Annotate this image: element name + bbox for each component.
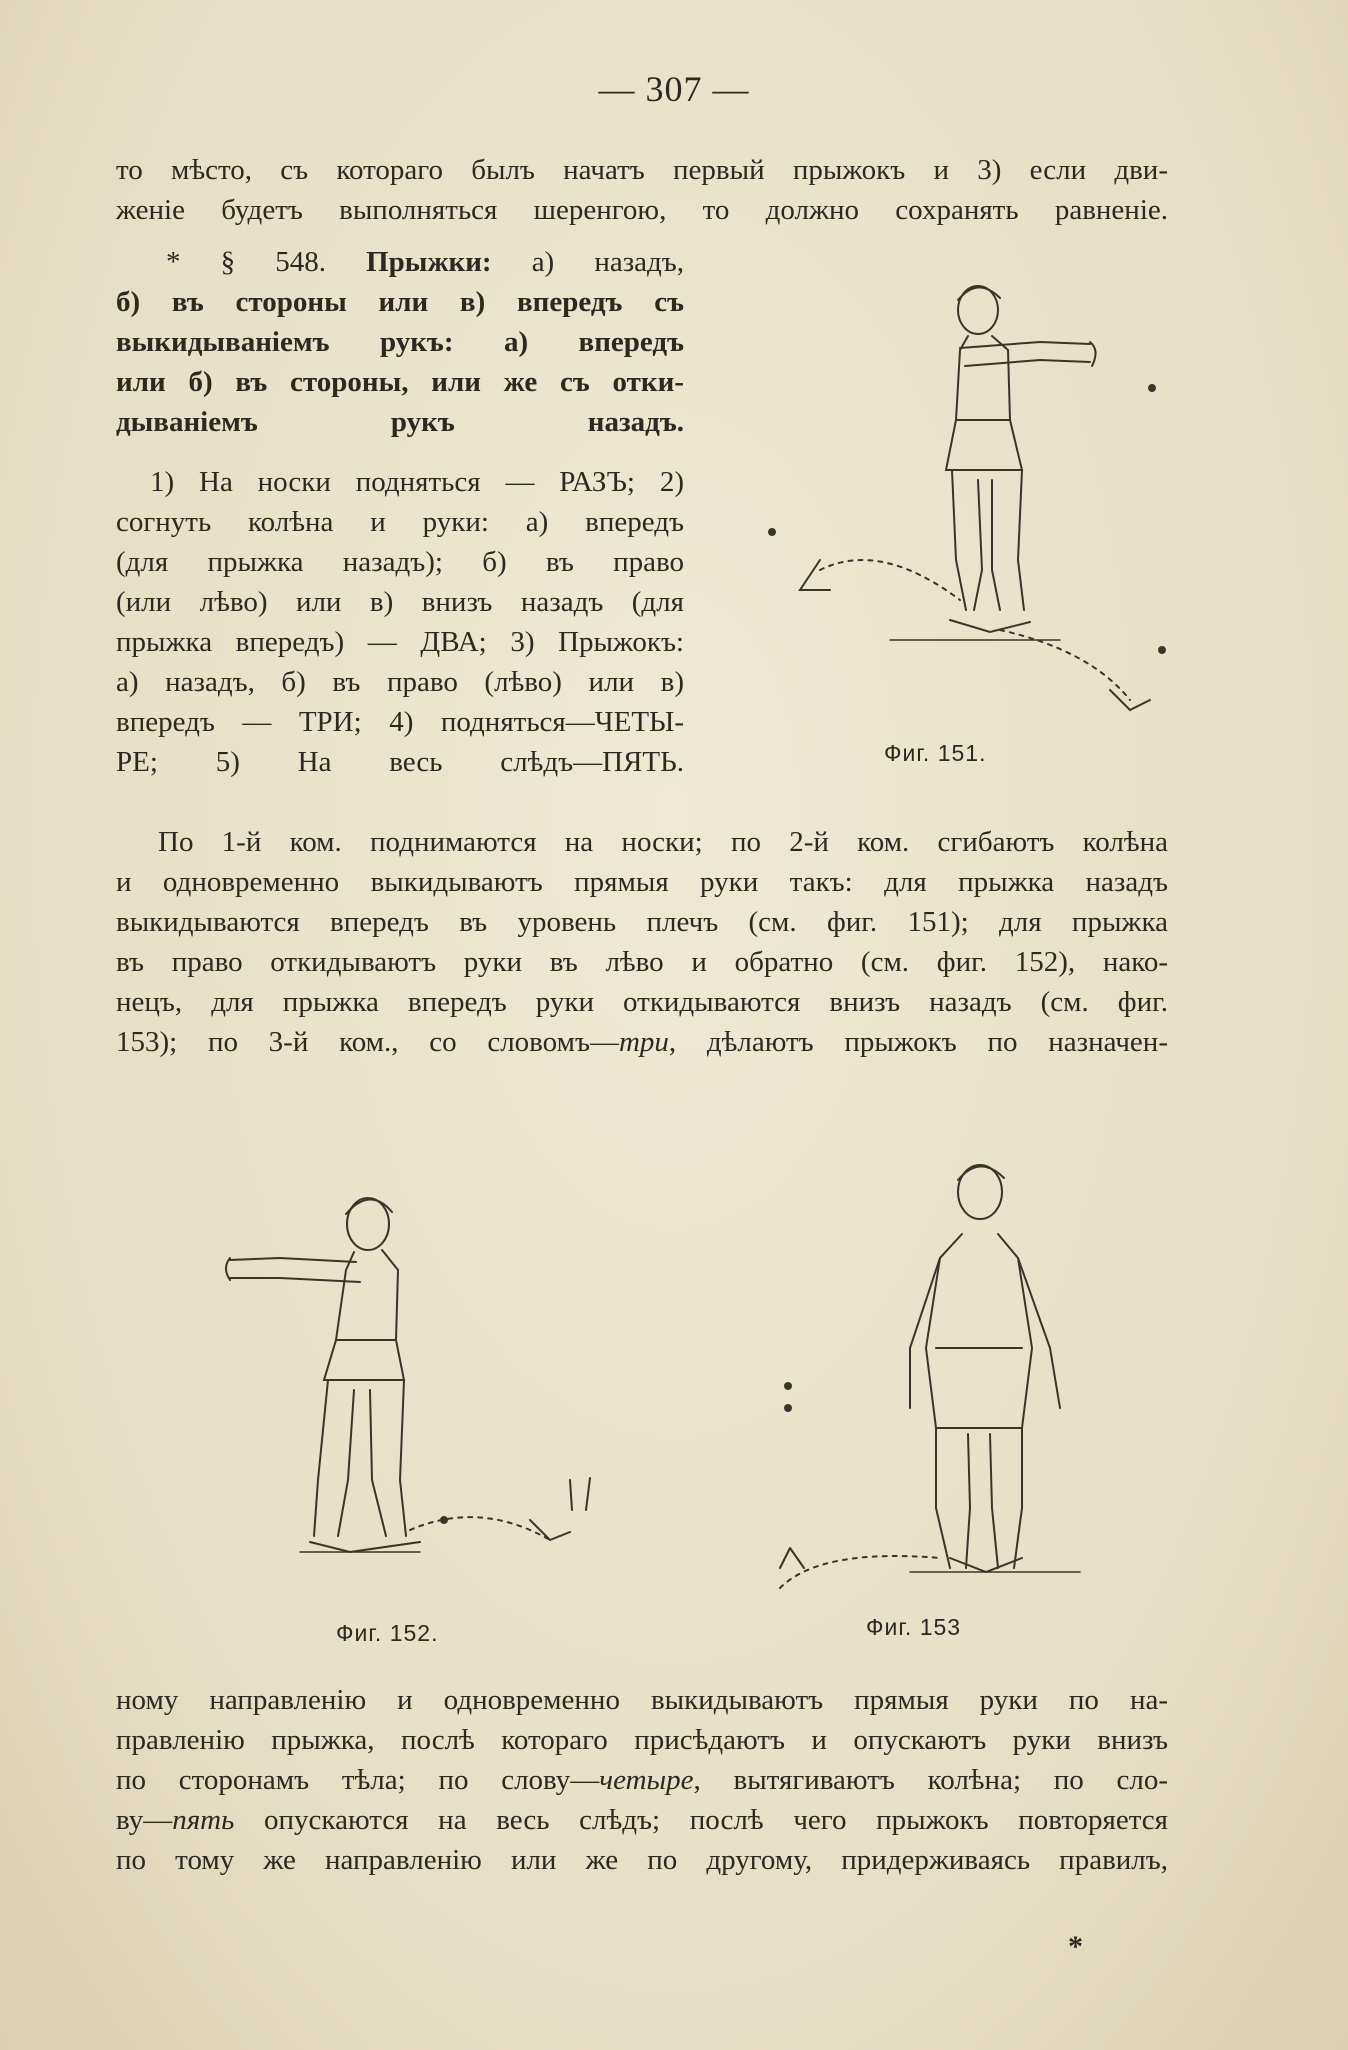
text-line: дываніемъ рукъ назадъ.: [116, 406, 684, 438]
text-line: выкидываются впередъ въ уровень плечъ (см. фиг. 151); для прыжка: [116, 906, 1168, 938]
figure-151-illustration: [760, 270, 1180, 730]
section-548: [116, 242, 684, 442]
figure-153-illustration: [760, 1148, 1160, 1608]
text-line: а) назадъ,: [531, 246, 685, 278]
figure-152-illustration: [220, 1180, 640, 1610]
text-line: [116, 1022, 1168, 1062]
figure-153-caption: Фиг. 153: [866, 1614, 962, 1640]
text-line: прыжка впередъ) — ДВА; 3) Прыжокъ:: [116, 626, 684, 658]
text-line: женіе будетъ выполняться шеренгою, то должно сохранять равненіе.: [116, 194, 1168, 226]
text-span: , дѣлаютъ прыжокъ по назначен-: [668, 1026, 1168, 1058]
text-line: 1) На носки подняться — РАЗЪ; 2): [150, 466, 684, 498]
section-heading-line: [116, 242, 684, 282]
text-line: (или лѣво) или в) внизъ назадъ (для: [116, 586, 684, 618]
text-line: по тому же направленію или же по другому, придерживаясь правилъ,: [116, 1844, 1168, 1876]
figure-152-caption: Фиг. 152.: [336, 1620, 439, 1646]
top-paragraph: [116, 150, 1168, 230]
text-line: или б) въ стороны, или же съ отки-: [116, 366, 684, 398]
text-line: то мѣсто, съ котораго былъ начатъ первый прыжокъ и 3) если дви-: [116, 154, 1168, 186]
text-line: и одновременно выкидываютъ прямыя руки такъ: для прыжка назадъ: [116, 866, 1168, 898]
explanation-paragraph: [116, 822, 1168, 1062]
text-line: ному направленію и одновременно выкидываютъ прямыя руки по на-: [116, 1684, 1168, 1716]
text-span: ву—: [116, 1804, 173, 1836]
text-line: въ право откидываютъ руки въ лѣво и обратно (см. фиг. 152), нако-: [116, 946, 1168, 978]
text-line: б) въ стороны или в) впередъ съ: [116, 286, 684, 318]
commands-paragraph: [116, 462, 684, 782]
text-line: (для прыжка назадъ); б) въ право: [116, 546, 684, 578]
footnote-marker: *: [166, 246, 181, 278]
text-line: впередъ — ТРИ; 4) подняться—ЧЕТЫ-: [116, 706, 684, 738]
text-line: нецъ, для прыжка впередъ руки откидываются внизъ назадъ (см. фиг.: [116, 986, 1168, 1018]
text-line: По 1-й ком. поднимаются на носки; по 2-й ком. сгибаютъ колѣна: [158, 826, 1168, 858]
text-span: по сторонамъ тѣла; по слову—: [116, 1764, 600, 1796]
text-line: [116, 1760, 1168, 1800]
italic-word: пять: [172, 1804, 235, 1836]
text-span: опускаются на весь слѣдъ; послѣ чего прыжокъ повторяется: [234, 1804, 1168, 1836]
text-line: правленію прыжка, послѣ котораго присѣдаютъ и опускаютъ руки внизъ: [116, 1724, 1168, 1756]
text-line: выкидываніемъ рукъ: а) впередъ: [116, 326, 684, 358]
text-line: РЕ; 5) На весь слѣдъ—ПЯТЬ.: [116, 746, 684, 778]
footer-marker: *: [1068, 1930, 1083, 1963]
section-title: Прыжки:: [366, 246, 492, 278]
section-number: § 548.: [220, 246, 326, 278]
continuation-paragraph: [116, 1680, 1168, 1880]
text-line: согнуть колѣна и руки: а) впередъ: [116, 506, 684, 538]
text-span: , вытягиваютъ колѣна; по сло-: [693, 1764, 1168, 1796]
text-line: а) назадъ, б) въ право (лѣво) или в): [116, 666, 684, 698]
figure-151-caption: Фиг. 151.: [884, 740, 987, 766]
italic-word: четыре: [599, 1764, 694, 1796]
italic-word: три: [618, 1026, 669, 1058]
text-span: 153); по 3-й ком., со словомъ—: [116, 1026, 619, 1058]
page-number: — 307 —: [598, 69, 750, 109]
text-line: [116, 1800, 1168, 1840]
